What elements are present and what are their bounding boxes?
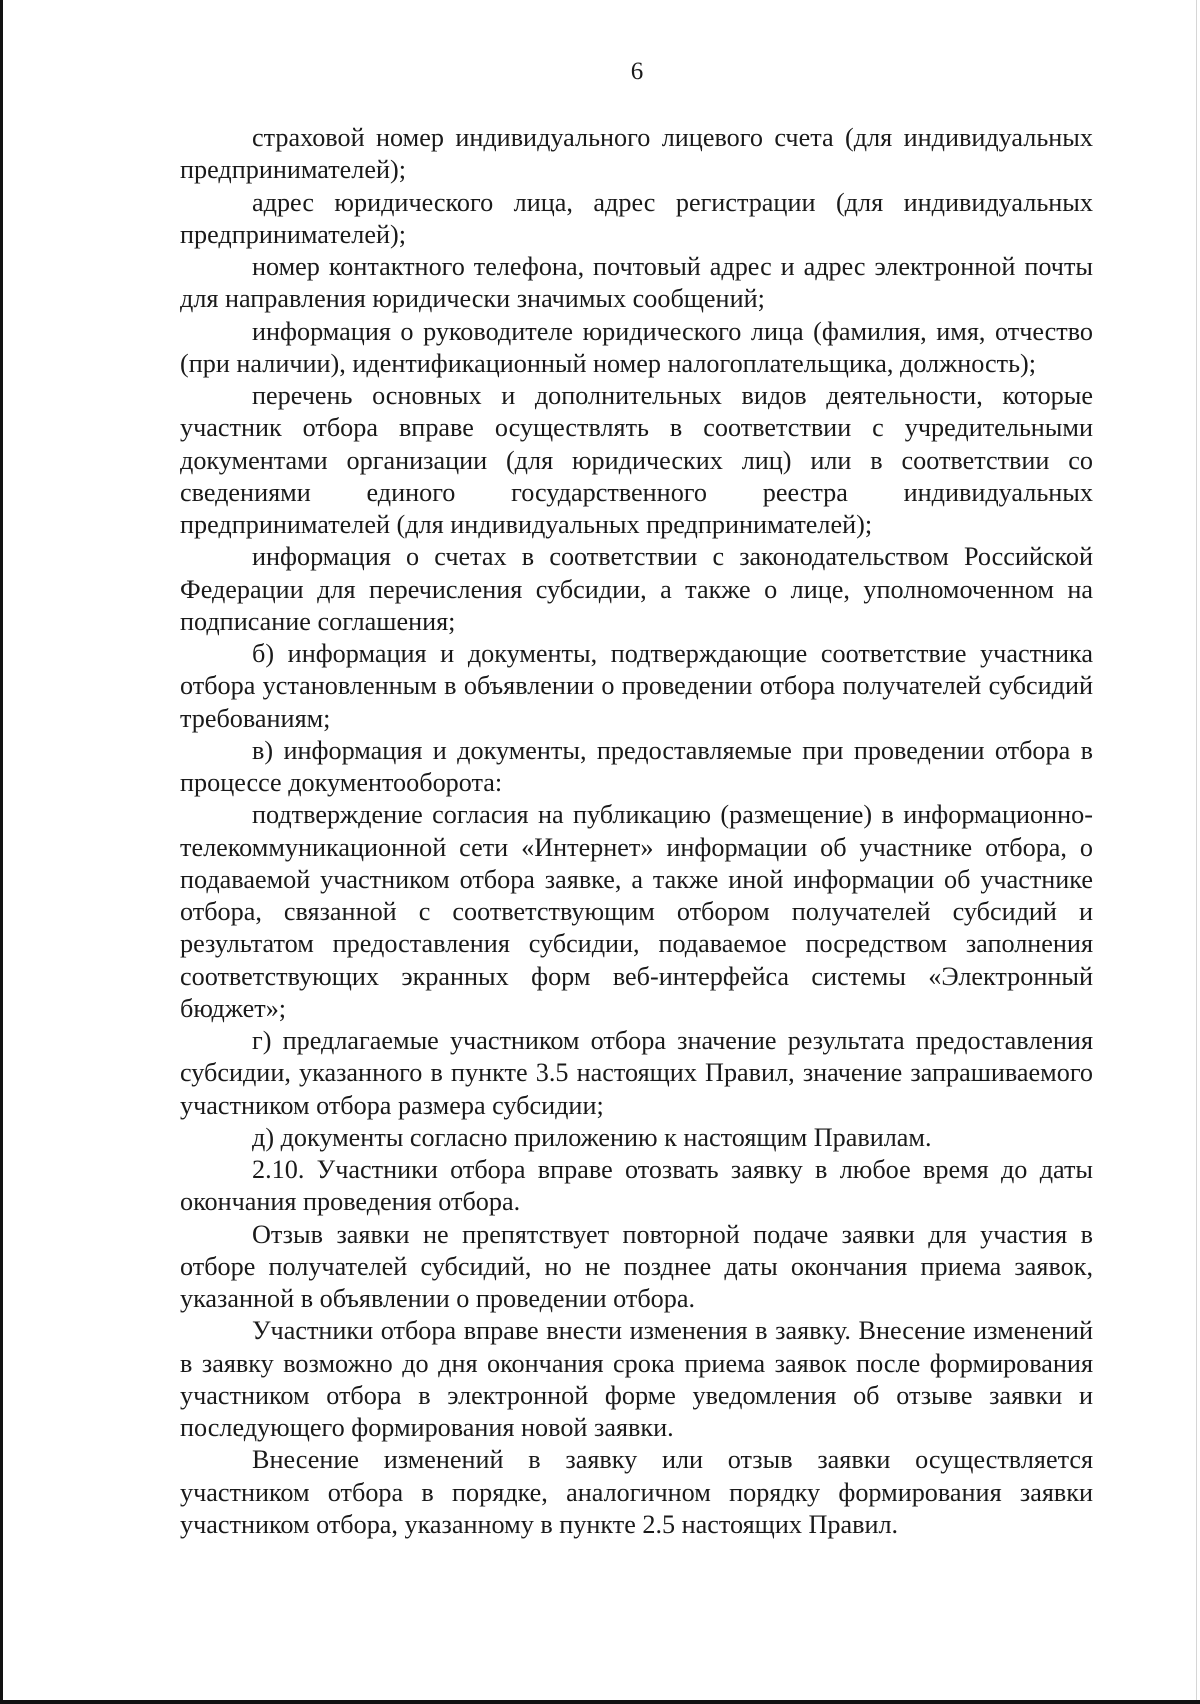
scan-right-shadow [1196,0,1197,1700]
paragraph-item-v: в) информация и документы, предоставляемые при проведении отбора в процессе документооборота: [180,735,1093,797]
paragraph-item-g: г) предлагаемые участником отбора значение результата предоставления субсидии, указанного в пункте 3.5 настоящих Правил, значение запрашиваемого участником отбора размера субсидии; [180,1026,1093,1120]
paragraph-director-info: информация о руководителе юридического лица (фамилия, имя, отчество (при наличии), идентификационный номер налогоплательщика, должность); [180,316,1093,378]
paragraph-withdrawal: Отзыв заявки не препятствует повторной подаче заявки для участия в отборе получателей субсидий, но не позднее даты окончания приема заявок, указанной в объявлении о проведении отбора. [180,1219,1093,1313]
paragraph-procedure: Внесение изменений в заявку или отзыв заявки осуществляется участником отбора в порядке, аналогичном порядку формирования заявки участником отбора, указанному в пункте 2.5 настоящих Правил. [180,1445,1093,1539]
paragraph-item-d: д) документы согласно приложению к настоящим Правилам. [252,1122,932,1152]
scan-left-edge [0,0,3,1704]
paragraph-changes: Участники отбора вправе внести изменения в заявку. Внесение изменений в заявку возможно до дня окончания срока приема заявок после формирования участником отбора в электронной форме уведомления об отзыве заявки и последующего формирования новой заявки. [180,1316,1093,1442]
document-body [180,122,1093,1541]
paragraph-contacts: номер контактного телефона, почтовый адрес и адрес электронной почты для направления юридически значимых сообщений; [180,252,1093,314]
paragraph-address: адрес юридического лица, адрес регистрации (для индивидуальных предпринимателей); [180,187,1093,249]
paragraph-2-10: 2.10. Участники отбора вправе отозвать заявку в любое время до даты окончания проведения отбора. [180,1155,1093,1217]
paragraph-consent: подтверждение согласия на публикацию (размещение) в информационно-телекоммуникационной сети «Интернет» информации об участнике отбора, о подаваемой участником отбора заявке, а также иной информации об участнике отбора, связанной с соответствующим отбором получателей субсидий и результатом предоставления субсидии, подаваемое посредством заполнения соответствующих экранных форм веб-интерфейса системы «Электронный бюджет»; [180,800,1093,1023]
paragraph-accounts: информация о счетах в соответствии с законодательством Российской Федерации для перечисления субсидии, а также о лице, уполномоченном на подписание соглашения; [180,542,1093,636]
paragraph-snils: страховой номер индивидуального лицевого счета (для индивидуальных предпринимателей); [180,123,1093,185]
page-number: 6 [630,58,644,85]
paragraph-item-b: б) информация и документы, подтверждающие соответствие участника отбора установленным в объявлении о проведении отбора получателей субсидий требованиям; [180,639,1093,733]
paragraph-activities: перечень основных и дополнительных видов деятельности, которые участник отбора вправе осуществлять в соответствии с учредительными документами организации (для юридических лиц) или в соответствии со сведениями единого государственного реестра индивидуальных предпринимателей (для индивидуальных предпринимателей); [180,381,1093,539]
scan-bottom-edge [0,1700,1200,1704]
